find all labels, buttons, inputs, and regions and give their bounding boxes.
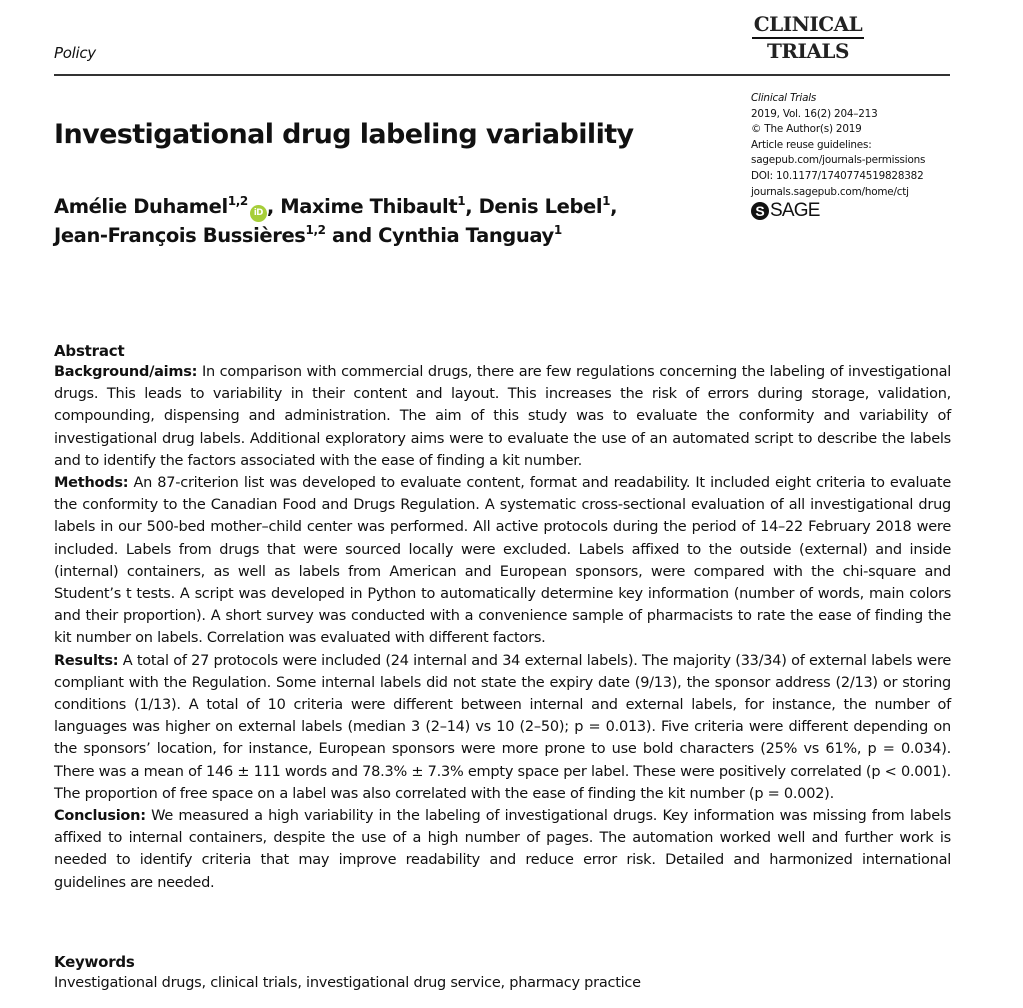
abstract-methods [54, 472, 951, 650]
publication-metadata [751, 91, 925, 221]
author-affiliation: 1,2 [227, 194, 248, 208]
abstract-conclusion [54, 805, 951, 894]
section-text: In comparison with commercial drugs, there are few regulations concerning the labeling of investigational drugs. This leads to variability in their content and layout. This increases the risk of errors during storage, validation, compounding, dispensing and administration. The aim of this study was to evaluate the conformity and variability of investigational drug labels. Additional exploratory aims were to evaluate the use of an automated script to describe the labels and to identify the factors associated with the ease of finding a kit number. [54, 364, 951, 469]
article-type-label: Policy [54, 44, 96, 62]
section-text: A total of 27 protocols were included (24 internal and 34 external labels). The majority (33/34) of external labels were compliant with the Regulation. Some internal labels did not state the expiry date (9/13), the sponsor address (2/13) or storing conditions (1/13). A total of 10 criteria were different between internal and external labels, for instance, the number of languages was higher on external labels (median 3 (2–14) vs 10 (2–50); p = 0.013). Five criteria were different depending on the sponsors’ location, for instance, European sponsors were more prone to use bold characters (25% vs 61%, p = 0.034). There was a mean of 146 ± 111 words and 78.3% ± 7.3% empty space per label. These were positively correlated (p < 0.001). The proportion of free space on a label was also correlated with the ease of finding the kit number (p = 0.002). [54, 652, 952, 802]
keywords-list: Investigational drugs, clinical trials, investigational drug service, pharmacy practice [54, 975, 641, 991]
author-separator: , [610, 195, 618, 218]
author-list [54, 193, 754, 250]
author-name: Cynthia Tanguay [378, 223, 554, 247]
author-separator: and [325, 223, 379, 247]
doi-link[interactable]: DOI: 10.1177/1740774519828382 [751, 169, 924, 182]
reuse-guidelines-label: Article reuse guidelines: [751, 138, 872, 151]
article-title: Investigational drug labeling variability [54, 119, 634, 150]
author-affiliation: 1 [602, 194, 611, 208]
author-separator: , [266, 195, 281, 218]
journal-name: Clinical Trials [751, 92, 817, 104]
keywords-section [54, 952, 951, 994]
abstract [54, 341, 951, 894]
keywords-heading: Keywords [54, 953, 135, 971]
author [479, 195, 617, 218]
section-label: Background/aims: [54, 364, 198, 380]
section-label: Methods: [54, 475, 129, 492]
publisher-logo [751, 201, 925, 221]
author-name: Jean-François Bussières [54, 223, 306, 247]
author [378, 224, 562, 247]
orcid-icon[interactable]: iD [250, 205, 267, 222]
section-text: We measured a high variability in the labeling of investigational drugs. Key information was missing from labels affixed to internal containers, despite the use of a high number of pages. The automation worked well and further work is needed to identify criteria that may improve readability and reduce error risk. Detailed and harmonized international guidelines are needed. [54, 808, 952, 891]
journal-logo [752, 12, 864, 63]
section-label: Conclusion: [54, 808, 146, 825]
author-name: Denis Lebel [478, 195, 603, 218]
publisher-logo-text: SAGE [770, 200, 820, 222]
abstract-results [54, 650, 951, 805]
journal-homepage-link[interactable]: journals.sagepub.com/home/ctj [751, 185, 909, 198]
reuse-guidelines-link[interactable]: sagepub.com/journals-permissions [751, 154, 926, 167]
author [280, 195, 478, 218]
author [54, 195, 280, 218]
section-label: Results: [54, 652, 119, 669]
author-separator: , [465, 195, 479, 218]
author [54, 224, 378, 247]
author-affiliation: 1 [457, 194, 466, 208]
section-text: An 87-criterion list was developed to evaluate content, format and readability. It included eight criteria to evaluate the conformity to the Canadian Food and Drugs Regulation. A systematic cross-sectional evaluation of all investigational drug labels in our 500-bed mother–child center was performed. All active protocols during the period of 14–22 February 2018 were included. Labels from drugs that were sourced locally were excluded. Labels affixed to the outside (external) and inside (internal) containers, as well as labels from American and European sponsors, were compared with the chi-square and Student’s t tests. A script was developed in Python to automatically determine key information (number of words, main colors and their proportion). A short survey was conducted with a convenience sample of pharmacists to rate the ease of finding the kit number on labels. Correlation was evaluated with different factors. [54, 475, 951, 647]
author-name: Amélie Duhamel [54, 195, 228, 218]
volume-info: 2019, Vol. 16(2) 204–213 [751, 107, 878, 120]
copyright-notice: © The Author(s) 2019 [751, 123, 862, 136]
abstract-heading: Abstract [54, 342, 125, 360]
journal-logo-line2: TRIALS [767, 39, 849, 63]
author-affiliation: 1,2 [305, 222, 326, 237]
abstract-background [54, 361, 951, 472]
sage-s-icon: S [751, 202, 769, 220]
header-divider [54, 74, 950, 76]
author-affiliation: 1 [553, 222, 562, 237]
author-name: Maxime Thibault [280, 195, 458, 218]
journal-logo-line1: CLINICAL [752, 12, 864, 39]
